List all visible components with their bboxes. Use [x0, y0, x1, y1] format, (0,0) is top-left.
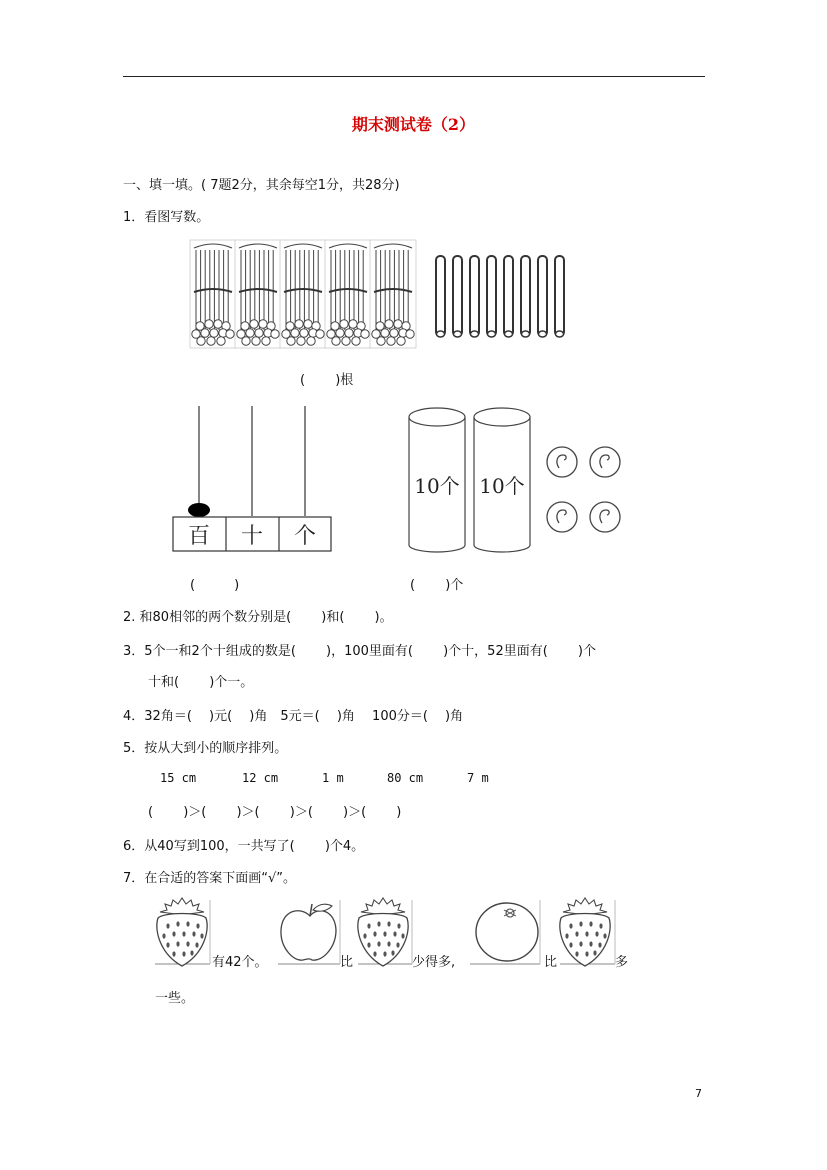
cup-2-label: 10个: [479, 474, 525, 498]
q1-abacus-answer: ( ): [190, 578, 240, 593]
single-stick: [521, 256, 530, 337]
abacus-label-tens: 十: [240, 524, 264, 549]
stick-bundle: [235, 240, 281, 348]
q7-text-1: 有42个。: [212, 955, 268, 970]
stick-bundle: [325, 240, 371, 348]
single-stick: [504, 256, 513, 337]
q5-answer: ( )＞( )＞( )＞( )＞( ): [148, 805, 402, 820]
stick-bundle: [280, 240, 326, 348]
q7-text-5: 多: [615, 955, 629, 970]
cup-2: [474, 408, 530, 552]
strawberry-3: [560, 898, 610, 966]
q4-text: 4．32角＝( )元( )角 5元＝( )角 100分＝( )角: [123, 709, 464, 724]
q7-text-2: 比: [340, 955, 354, 970]
abacus-figure: [170, 402, 340, 554]
q5-item-4: 80 cm: [387, 771, 424, 785]
q7-text-6: 一些。: [155, 991, 195, 1006]
q1-label: 1．看图写数。: [123, 210, 210, 225]
stick-bundle: [370, 240, 416, 348]
strawberry-1: [157, 898, 207, 966]
page-title: 期末测试卷（2）: [351, 115, 476, 134]
cups-figure: [405, 405, 630, 555]
stick-bundle: [190, 240, 236, 348]
section-heading: 一、填一填。( 7题2分，其余每空1分，共28分): [123, 178, 400, 193]
stick-bundles-figure: [190, 238, 580, 350]
q1-sticks-answer: ( )根: [300, 373, 354, 388]
q5-item-3: 1 m: [322, 771, 344, 785]
single-stick: [470, 256, 479, 337]
cup-1-label: 10个: [414, 474, 460, 498]
cup-1: [409, 408, 465, 552]
q5-item-1: 15 cm: [160, 771, 197, 785]
single-stick: [453, 256, 462, 337]
q1-cups-answer: ( )个: [410, 578, 464, 593]
q2-text: 2. 和80相邻的两个数分别是( )和( )。: [123, 610, 393, 625]
abacus-bead: [188, 503, 210, 517]
single-stick: [538, 256, 547, 337]
q7-label: 7．在合适的答案下面画“√”。: [123, 871, 297, 886]
page-number: 7: [695, 1087, 702, 1100]
q5-label: 5．按从大到小的顺序排列。: [123, 741, 288, 756]
single-stick: [555, 256, 564, 337]
q7-text-4: 比: [544, 955, 558, 970]
q3-line1: 3．5个一和2个十组成的数是( )，100里面有( )个十，52里面有( )个: [123, 644, 596, 659]
strawberry-2: [358, 898, 408, 966]
single-stick: [436, 256, 445, 337]
orange: [470, 900, 540, 964]
header-rule: [123, 76, 705, 77]
q3-line2: 十和( )个一。: [148, 675, 254, 690]
abacus-label-ones: 个: [293, 524, 317, 549]
single-stick: [487, 256, 496, 337]
q7-text-3: 少得多,: [412, 955, 456, 970]
abacus-label-hundreds: 百: [187, 524, 211, 549]
balls: [547, 447, 620, 532]
q6-text: 6．从40写到100，一共写了( )个4。: [123, 839, 365, 854]
apple: [278, 900, 340, 964]
q5-item-2: 12 cm: [242, 771, 279, 785]
q5-item-5: 7 m: [467, 771, 489, 785]
